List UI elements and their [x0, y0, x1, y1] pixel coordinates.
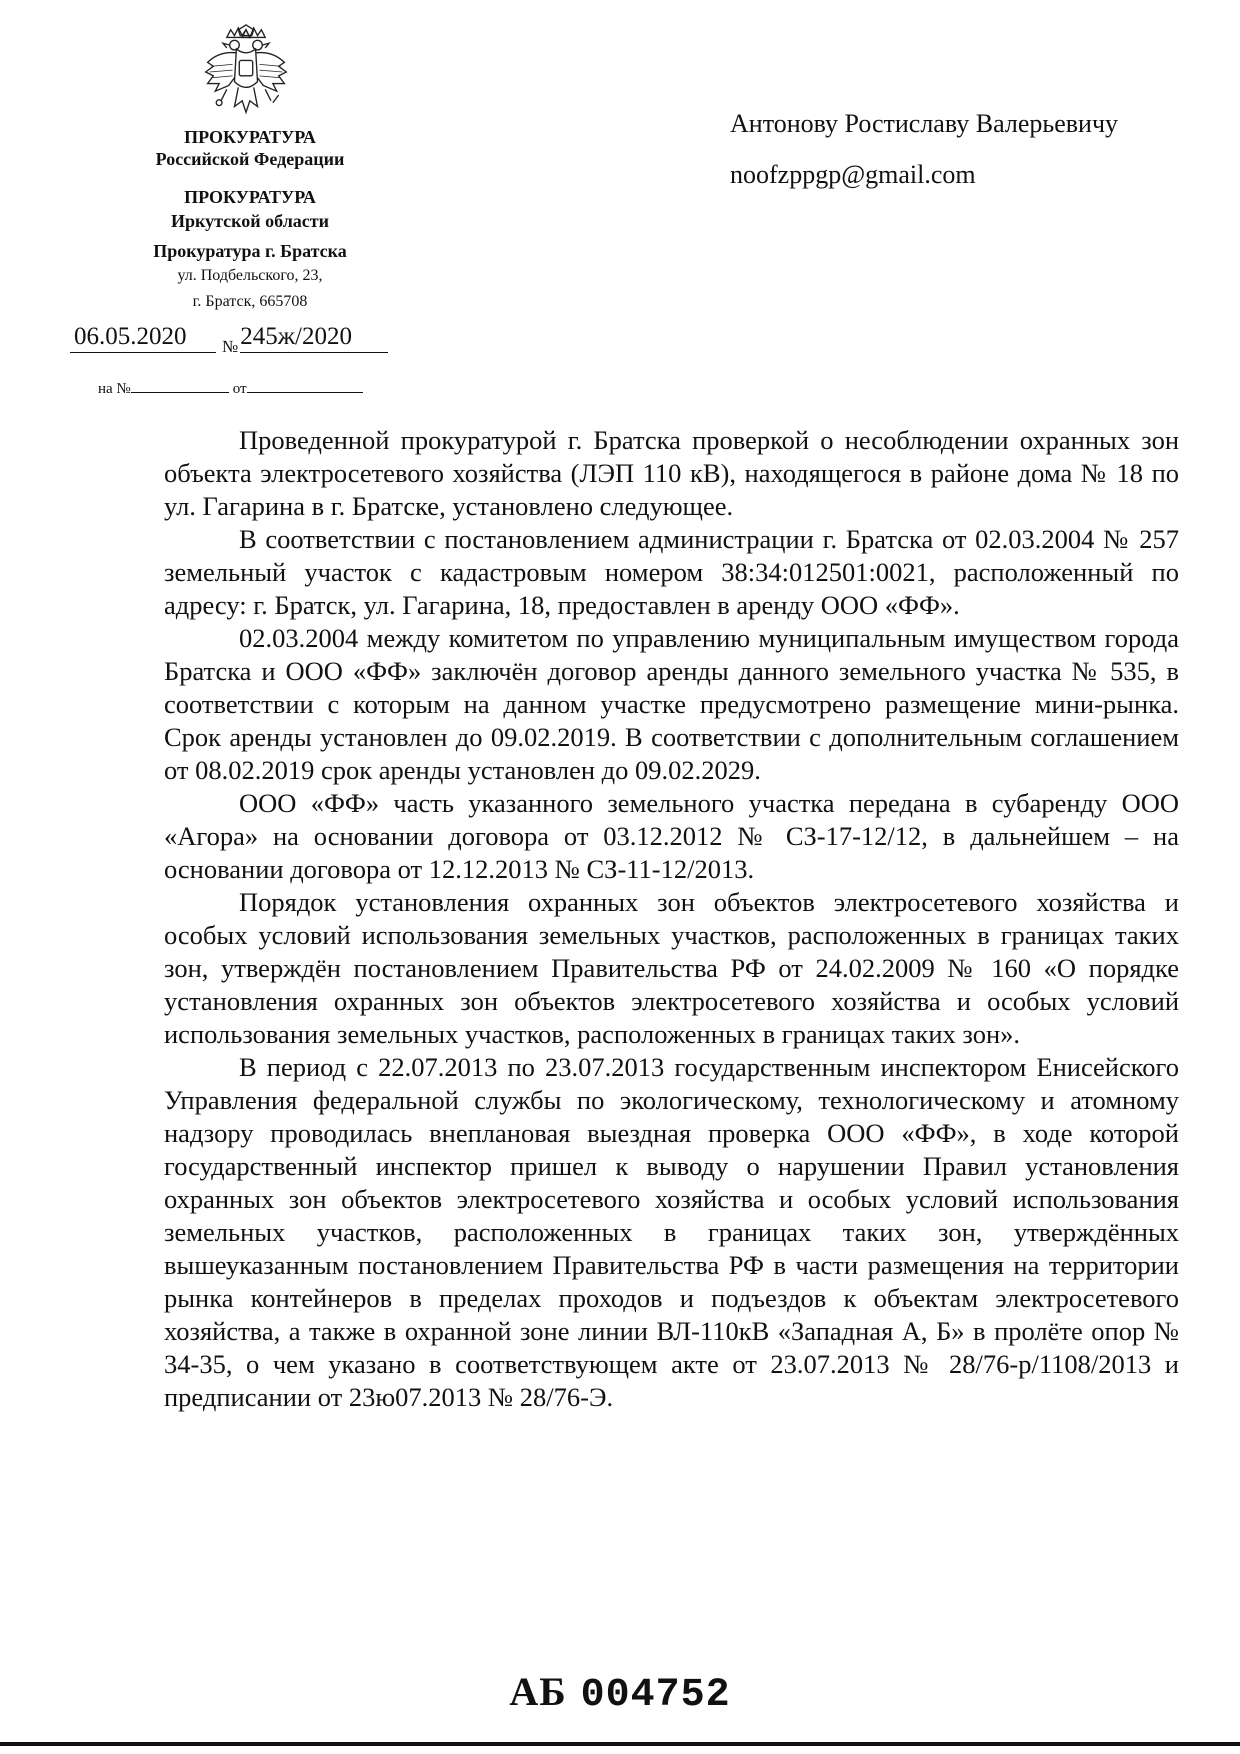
org-title-prosecutor: ПРОКУРАТУРА — [184, 127, 316, 147]
body-paragraph: В соответствии с постановлением администрации г. Братска от 02.03.2004 № 257 земельный участок с кадастровым номером 38:34:012501:0021, расположенный по адресу: г. Братск, ул. Гагарина, 18, предоставлен в аренду ООО «ФФ». — [164, 524, 1179, 620]
registration-date: 06.05.2020 — [70, 322, 216, 353]
recipient-email: noofzppgp@gmail.com — [730, 160, 976, 189]
reply-to-label: на № — [98, 381, 131, 397]
registration-number-sign: № — [222, 337, 239, 356]
form-serial-prefix: АБ — [509, 1669, 567, 1714]
body-paragraph: 02.03.2004 между комитетом по управлению муниципальным имуществом города Братска и ООО «ФФ» заключён договор аренды данного земельного участка № 535, в соответствии с которым на данном участке предусмотрено размещение мини-рынка. Срок аренды установлен до 09.02.2019. В соответствии с дополнительным соглашением от 08.02.2019 срок аренды установлен до 09.02.2029. — [164, 623, 1179, 785]
reply-to-blank — [131, 380, 229, 393]
org-region: Иркутской области — [170, 211, 330, 231]
page-bottom-rule — [0, 1742, 1240, 1746]
org-title-prosecutor-regional: ПРОКУРАТУРА — [184, 187, 316, 207]
form-serial-number — [0, 1668, 1240, 1718]
form-serial-digits: 004752 — [580, 1673, 731, 1718]
reply-from-label: от — [232, 381, 247, 397]
body-paragraph: ООО «ФФ» часть указанного земельного участка передана в субаренду ООО «Агора» на основании договора от 03.12.2012 № СЗ-17-12/12, в дальнейшем – на основании договора от 12.12.2013 № СЗ-11-12/2013. — [164, 788, 1179, 884]
registration-line — [70, 322, 388, 362]
reply-from-blank — [247, 380, 363, 393]
org-country: Российской Федерации — [155, 149, 345, 169]
coat-of-arms-icon — [198, 24, 294, 120]
reply-reference-line — [98, 380, 367, 398]
org-city-office: Прокуратура г. Братска — [153, 241, 347, 261]
org-address-city: г. Братск, 665708 — [192, 293, 308, 310]
body-paragraph: Порядок установления охранных зон объектов электросетевого хозяйства и особых условий использования земельных участков, расположенных в границах таких зон, утверждён постановлением Правительства РФ от 24.02.2009 № 160 «О порядке установления охранных зон объектов электросетевого хозяйства и особых условий использования земельных участков, расположенных в границах таких зон». — [164, 887, 1179, 1049]
body-paragraph: Проведенной прокуратурой г. Братска проверкой о несоблюдении охранных зон объекта электросетевого хозяйства (ЛЭП 110 кВ), находящегося в районе дома № 18 по ул. Гагарина в г. Братске, установлено следующее. — [164, 425, 1179, 521]
org-address-street: ул. Подбельского, 23, — [177, 267, 323, 284]
recipient-name: Антонову Ростиславу Валерьевичу — [730, 109, 1119, 138]
registration-number: 245ж/2020 — [240, 322, 388, 353]
body-paragraph: В период с 22.07.2013 по 23.07.2013 государственным инспектором Енисейского Управления федеральной службы по экологическому, технологическому и атомному надзору проводилась внеплановая выездная проверка ООО «ФФ», в ходе которой государственный инспектор пришел к выводу о нарушении Правил установления охранных зон объектов электросетевого хозяйства и особых условий использования земельных участков, расположенных в границах таких зон, утверждённых вышеуказанным постановлением Правительства РФ в части размещения на территории рынка контейнеров в пределах проходов и подъездов к объектам электросетевого хозяйства, а также в охранной зоне линии ВЛ-110кВ «Западная А, Б» в пролёте опор № 34-35, о чем указано в соответствующем акте от 23.07.2013 № 28/76-р/1108/2013 и предписании от 23ю07.2013 № 28/76-Э. — [164, 1052, 1179, 1412]
letter-body — [164, 424, 1179, 1414]
